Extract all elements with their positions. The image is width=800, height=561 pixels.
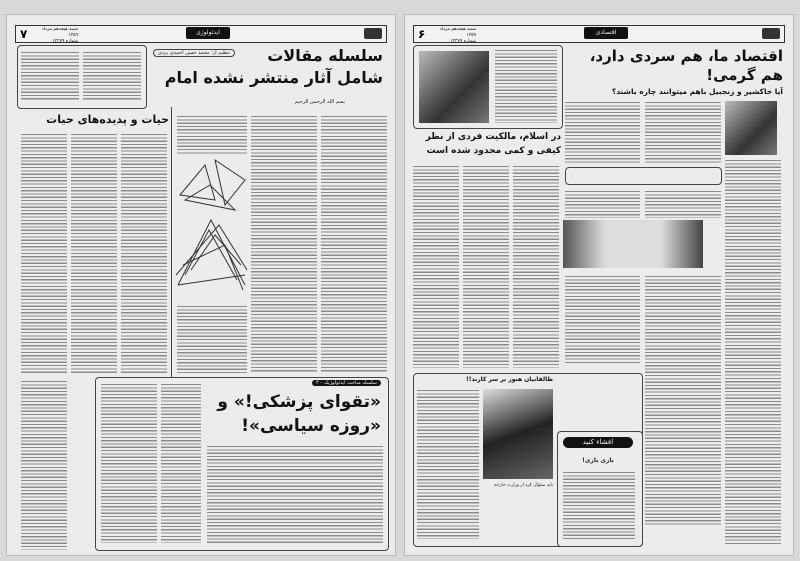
subheadline: آیا خاکشیر و زنجبیل باهم میتوانند چاره باشند؟ — [611, 87, 783, 96]
officials-photo — [483, 389, 553, 479]
pointing-hands-illustration — [563, 220, 703, 268]
expose-box-title: افشاء کنید — [563, 437, 633, 448]
expose-item-title: بازی بازی! — [582, 457, 614, 464]
geometric-diagram-top — [175, 155, 249, 215]
geometric-diagram-fan — [173, 215, 249, 300]
page-header — [15, 25, 387, 43]
article-headline: حیات و پدیده‌های حیات — [46, 113, 169, 126]
page-number: ۷ — [20, 27, 28, 41]
bottom-headline: «تقوای پزشکی!» و «روزه سیاسی»! — [217, 392, 381, 436]
main-headline: سلسله مقالات شامل آثار منتشر نشده امام — [164, 46, 383, 87]
main-headline: اقتصاد ما، هم سردی دارد، هم گرمی! — [589, 47, 783, 84]
page-date: شنبه هیجدهم مرداد ۱۳۵۹ شماره ۱۳۳۷۹ — [41, 27, 78, 44]
middle-headline: در اسلام، مالکیت فردی از نظر کیفی و کمی محدود شده است — [425, 132, 561, 156]
quote-box — [565, 167, 722, 185]
section-label: ایدئولوژی — [186, 27, 230, 39]
photo-story-headline: طالقانیان هنوز بر سر کارند!! — [466, 376, 553, 383]
byline: تنظیم از: محمد حسن احمدی یزدی — [153, 49, 235, 57]
page-header — [413, 25, 785, 43]
author-photo — [725, 101, 777, 155]
basmala: بسم الله الرحمن الرحیم — [294, 99, 345, 105]
photo-caption: باید سئوال کرد از وزارت خارجه — [494, 483, 553, 488]
newspaper-logo — [762, 28, 780, 39]
page-number: ۶ — [418, 27, 426, 41]
newspaper-page-7 — [6, 14, 396, 556]
newspaper-logo — [364, 28, 382, 39]
section-label: اقتصادی — [584, 27, 628, 39]
portrait-photo — [419, 51, 489, 123]
newspaper-page-6 — [404, 14, 794, 556]
page-date: شنبه هیجدهم مرداد ۱۳۵۹ شماره ۱۳۳۷۹ — [439, 27, 476, 44]
series-label: سلسله مباحث ایدئولوژیک - ۴ — [312, 380, 381, 386]
